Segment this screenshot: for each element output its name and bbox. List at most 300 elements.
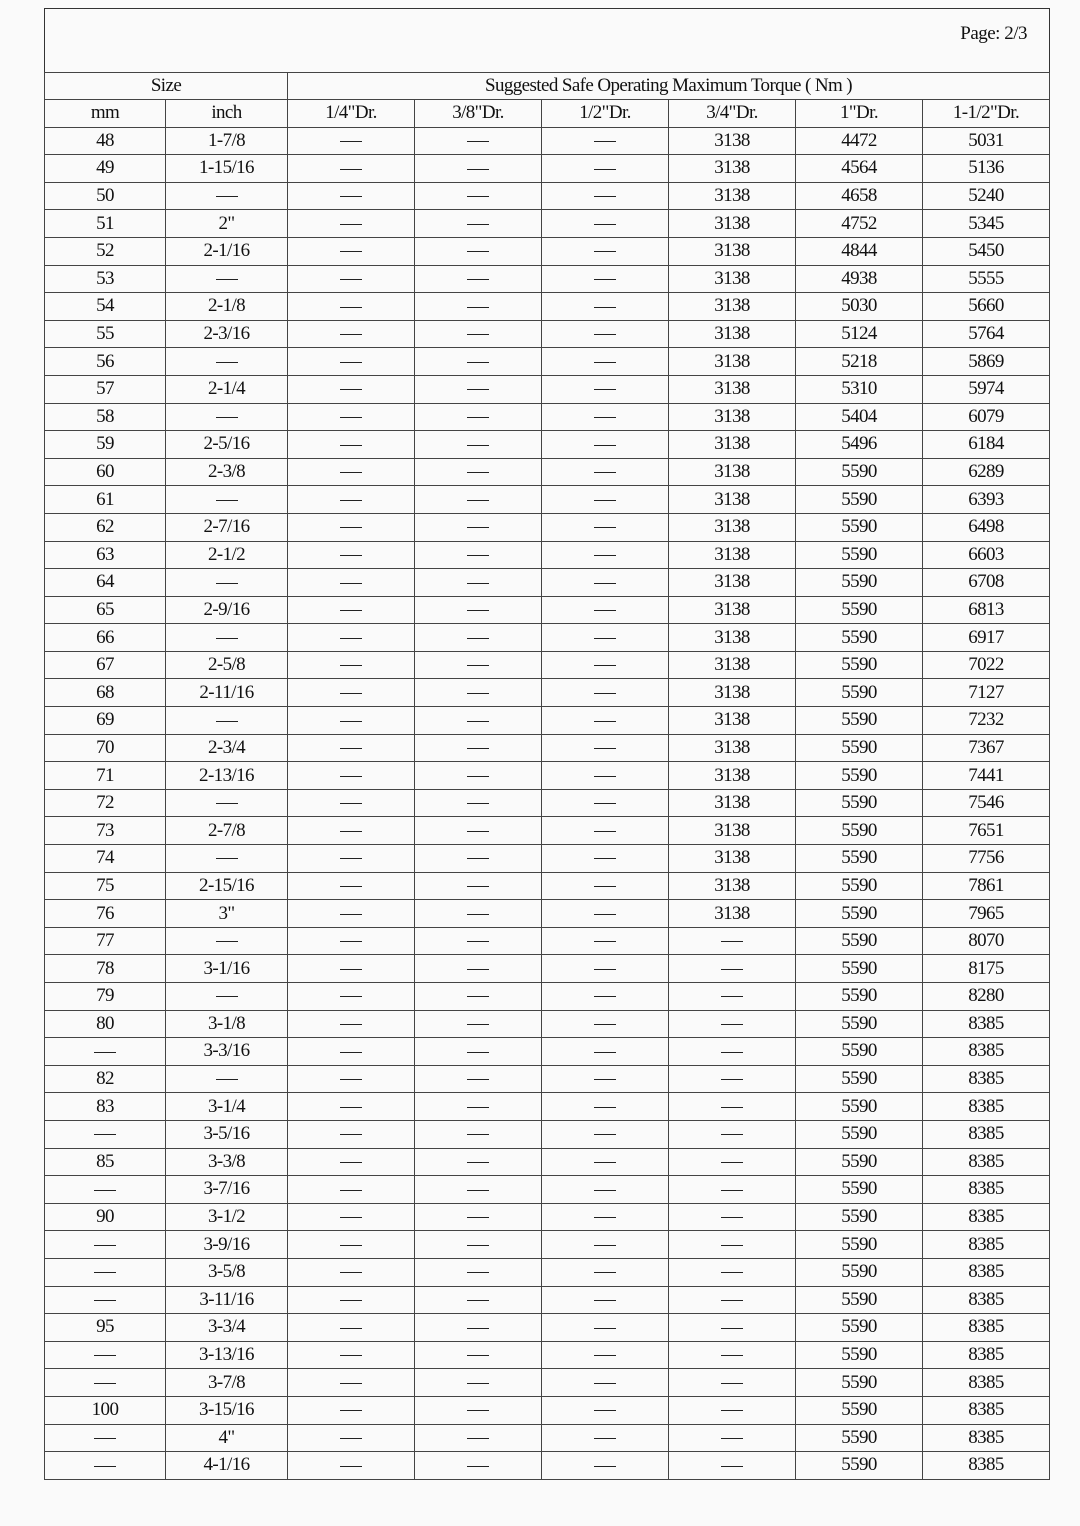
one-inch-drive-header: 1"Dr. [796, 100, 923, 128]
table-row [45, 679, 1050, 707]
table-cell: 5590 [796, 1341, 923, 1369]
dash-cell [542, 1231, 669, 1259]
table-cell: 8385 [923, 1038, 1050, 1066]
table-row [45, 983, 1050, 1011]
table-cell: 48 [45, 127, 166, 155]
dash-cell [542, 900, 669, 928]
three-eighths-drive-header: 3/8"Dr. [415, 100, 542, 128]
table-cell: 8175 [923, 955, 1050, 983]
table-cell: 62 [45, 513, 166, 541]
table-cell: 5590 [796, 1065, 923, 1093]
table-row [45, 486, 1050, 514]
dash-cell [288, 1010, 415, 1038]
dash-mark [467, 638, 489, 639]
table-cell: 100 [45, 1396, 166, 1424]
dash-mark [467, 748, 489, 749]
dash-cell [288, 375, 415, 403]
dash-cell [542, 927, 669, 955]
dash-mark [340, 1024, 362, 1025]
dash-cell [669, 1148, 796, 1176]
table-cell: 5590 [796, 596, 923, 624]
dash-mark [467, 1383, 489, 1384]
dash-cell [166, 845, 288, 873]
dash-cell [669, 1452, 796, 1480]
dash-mark [94, 1383, 116, 1384]
table-cell: 6917 [923, 624, 1050, 652]
dash-cell [166, 707, 288, 735]
dash-mark [340, 445, 362, 446]
dash-mark [467, 196, 489, 197]
dash-mark [594, 1134, 616, 1135]
table-row [45, 1258, 1050, 1286]
dash-cell [542, 1369, 669, 1397]
dash-cell [288, 486, 415, 514]
dash-mark [721, 1134, 743, 1135]
dash-cell [166, 983, 288, 1011]
dash-cell [415, 983, 542, 1011]
table-cell: 5590 [796, 1286, 923, 1314]
table-cell: 1-15/16 [166, 155, 288, 183]
dash-mark [594, 1162, 616, 1163]
table-cell: 2-3/16 [166, 320, 288, 348]
table-cell: 8385 [923, 1341, 1050, 1369]
dash-cell [542, 1120, 669, 1148]
dash-mark [594, 500, 616, 501]
table-cell: 6708 [923, 569, 1050, 597]
dash-cell [415, 596, 542, 624]
table-row [45, 127, 1050, 155]
dash-cell [415, 1424, 542, 1452]
dash-cell [288, 320, 415, 348]
dash-cell [288, 1452, 415, 1480]
header-group-row [45, 73, 1050, 100]
dash-mark [594, 1328, 616, 1329]
dash-cell [669, 1314, 796, 1342]
dash-mark [594, 693, 616, 694]
dash-mark [594, 1466, 616, 1467]
dash-mark [467, 693, 489, 694]
dash-cell [542, 127, 669, 155]
table-cell: 3138 [669, 237, 796, 265]
table-cell: 2-9/16 [166, 596, 288, 624]
table-cell: 3-9/16 [166, 1231, 288, 1259]
dash-mark [467, 472, 489, 473]
table-cell: 3138 [669, 348, 796, 376]
table-cell: 3138 [669, 513, 796, 541]
table-cell: 76 [45, 900, 166, 928]
table-cell: 5590 [796, 1369, 923, 1397]
dash-cell [45, 1120, 166, 1148]
table-row [45, 927, 1050, 955]
dash-mark [216, 500, 238, 501]
dash-cell [288, 955, 415, 983]
dash-mark [216, 1079, 238, 1080]
dash-cell [45, 1231, 166, 1259]
dash-cell [45, 1286, 166, 1314]
dash-mark [467, 334, 489, 335]
dash-cell [415, 624, 542, 652]
dash-mark [467, 1024, 489, 1025]
dash-mark [94, 1355, 116, 1356]
dash-cell [415, 1148, 542, 1176]
table-cell: 66 [45, 624, 166, 652]
dash-mark [594, 1410, 616, 1411]
table-cell: 59 [45, 431, 166, 459]
table-cell: 1-7/8 [166, 127, 288, 155]
table-cell: 8385 [923, 1010, 1050, 1038]
table-cell: 3-3/8 [166, 1148, 288, 1176]
dash-mark [94, 1466, 116, 1467]
dash-mark [216, 583, 238, 584]
table-row [45, 1120, 1050, 1148]
dash-mark [467, 803, 489, 804]
table-row [45, 1369, 1050, 1397]
dash-cell [542, 237, 669, 265]
table-cell: 79 [45, 983, 166, 1011]
table-cell: 3-7/8 [166, 1369, 288, 1397]
table-cell: 65 [45, 596, 166, 624]
dash-mark [340, 610, 362, 611]
dash-mark [721, 1107, 743, 1108]
dash-mark [467, 610, 489, 611]
dash-mark [594, 196, 616, 197]
dash-mark [216, 638, 238, 639]
table-cell: 8385 [923, 1148, 1050, 1176]
dash-cell [542, 1396, 669, 1424]
table-cell: 3138 [669, 486, 796, 514]
table-cell: 3138 [669, 845, 796, 873]
dash-cell [288, 927, 415, 955]
table-cell: 5590 [796, 541, 923, 569]
dash-mark [467, 1466, 489, 1467]
dash-cell [288, 348, 415, 376]
table-cell: 90 [45, 1203, 166, 1231]
table-cell: 71 [45, 762, 166, 790]
dash-mark [594, 445, 616, 446]
table-cell: 8385 [923, 1176, 1050, 1204]
table-cell: 4472 [796, 127, 923, 155]
table-row [45, 569, 1050, 597]
dash-cell [415, 1396, 542, 1424]
table-cell: 5590 [796, 1093, 923, 1121]
dash-mark [340, 1466, 362, 1467]
table-cell: 2-13/16 [166, 762, 288, 790]
dash-mark [594, 555, 616, 556]
table-cell: 6289 [923, 458, 1050, 486]
dash-mark [721, 1300, 743, 1301]
table-row [45, 265, 1050, 293]
dash-mark [216, 858, 238, 859]
table-row [45, 1314, 1050, 1342]
dash-cell [166, 403, 288, 431]
table-cell: 73 [45, 817, 166, 845]
dash-cell [415, 1065, 542, 1093]
dash-cell [542, 293, 669, 321]
dash-mark [340, 169, 362, 170]
table-cell: 2-5/16 [166, 431, 288, 459]
dash-mark [594, 638, 616, 639]
table-cell: 5590 [796, 789, 923, 817]
dash-cell [542, 1286, 669, 1314]
dash-mark [340, 500, 362, 501]
table-row [45, 1038, 1050, 1066]
dash-cell [415, 182, 542, 210]
dash-mark [467, 1162, 489, 1163]
table-cell: 5590 [796, 1120, 923, 1148]
table-row [45, 789, 1050, 817]
dash-cell [669, 1396, 796, 1424]
table-row [45, 734, 1050, 762]
dash-cell [288, 458, 415, 486]
table-cell: 8385 [923, 1452, 1050, 1480]
dash-cell [288, 431, 415, 459]
dash-mark [340, 803, 362, 804]
dash-mark [340, 1134, 362, 1135]
dash-cell [166, 182, 288, 210]
size-header: Size [45, 73, 288, 100]
table-cell: 3" [166, 900, 288, 928]
page-number: Page: 2/3 [960, 23, 1027, 44]
table-row [45, 431, 1050, 459]
table-cell: 4564 [796, 155, 923, 183]
dash-cell [542, 569, 669, 597]
dash-mark [340, 362, 362, 363]
inch-column-header: inch [166, 100, 288, 128]
dash-cell [669, 1369, 796, 1397]
dash-cell [288, 817, 415, 845]
dash-mark [340, 969, 362, 970]
dash-mark [594, 886, 616, 887]
dash-cell [288, 900, 415, 928]
dash-cell [542, 1176, 669, 1204]
table-row [45, 513, 1050, 541]
dash-mark [467, 527, 489, 528]
dash-cell [669, 1176, 796, 1204]
table-row [45, 348, 1050, 376]
dash-cell [669, 1065, 796, 1093]
dash-cell [415, 486, 542, 514]
dash-cell [288, 983, 415, 1011]
dash-cell [288, 651, 415, 679]
dash-cell [288, 1231, 415, 1259]
table-cell: 8385 [923, 1120, 1050, 1148]
table-cell: 5450 [923, 237, 1050, 265]
table-row [45, 845, 1050, 873]
dash-cell [288, 403, 415, 431]
dash-cell [415, 1341, 542, 1369]
dash-cell [542, 375, 669, 403]
table-row [45, 403, 1050, 431]
dash-cell [542, 458, 669, 486]
dash-mark [340, 638, 362, 639]
table-row [45, 182, 1050, 210]
table-row [45, 596, 1050, 624]
dash-cell [542, 403, 669, 431]
table-cell: 3138 [669, 265, 796, 293]
dash-cell [288, 1093, 415, 1121]
dash-cell [288, 1065, 415, 1093]
dash-cell [542, 762, 669, 790]
dash-mark [467, 1355, 489, 1356]
table-cell: 3138 [669, 569, 796, 597]
dash-mark [467, 665, 489, 666]
table-cell: 5590 [796, 955, 923, 983]
dash-mark [594, 251, 616, 252]
table-cell: 7127 [923, 679, 1050, 707]
table-cell: 5590 [796, 1010, 923, 1038]
dash-mark [340, 279, 362, 280]
dash-cell [669, 955, 796, 983]
table-body [45, 127, 1050, 1479]
dash-mark [340, 1079, 362, 1080]
dash-cell [542, 1258, 669, 1286]
dash-mark [721, 1052, 743, 1053]
table-cell: 3138 [669, 403, 796, 431]
table-row [45, 1396, 1050, 1424]
dash-mark [94, 1438, 116, 1439]
dash-cell [669, 1093, 796, 1121]
dash-cell [415, 1452, 542, 1480]
table-cell: 5590 [796, 707, 923, 735]
dash-mark [467, 583, 489, 584]
table-cell: 5590 [796, 845, 923, 873]
dash-mark [467, 279, 489, 280]
dash-cell [288, 707, 415, 735]
table-cell: 8385 [923, 1065, 1050, 1093]
dash-cell [288, 569, 415, 597]
table-cell: 6498 [923, 513, 1050, 541]
dash-mark [340, 251, 362, 252]
dash-cell [415, 293, 542, 321]
dash-cell [542, 679, 669, 707]
table-cell: 56 [45, 348, 166, 376]
quarter-drive-header: 1/4"Dr. [288, 100, 415, 128]
table-cell: 5218 [796, 348, 923, 376]
dash-cell [415, 320, 542, 348]
dash-cell [542, 789, 669, 817]
table-cell: 3138 [669, 320, 796, 348]
dash-mark [467, 445, 489, 446]
dash-cell [288, 679, 415, 707]
table-cell: 67 [45, 651, 166, 679]
dash-cell [542, 541, 669, 569]
table-cell: 5590 [796, 734, 923, 762]
dash-cell [288, 596, 415, 624]
dash-cell [669, 1258, 796, 1286]
dash-cell [542, 513, 669, 541]
dash-mark [721, 969, 743, 970]
table-cell: 5310 [796, 375, 923, 403]
table-cell: 5764 [923, 320, 1050, 348]
table-cell: 5590 [796, 1038, 923, 1066]
dash-cell [542, 431, 669, 459]
dash-cell [415, 1120, 542, 1148]
dash-cell [166, 265, 288, 293]
dash-cell [415, 1203, 542, 1231]
table-cell: 2-11/16 [166, 679, 288, 707]
dash-mark [467, 914, 489, 915]
dash-cell [166, 486, 288, 514]
dash-mark [216, 721, 238, 722]
table-cell: 5590 [796, 762, 923, 790]
table-cell: 63 [45, 541, 166, 569]
table-cell: 5590 [796, 679, 923, 707]
dash-cell [415, 1314, 542, 1342]
dash-mark [467, 1134, 489, 1135]
table-cell: 6079 [923, 403, 1050, 431]
table-cell: 5590 [796, 1231, 923, 1259]
table-cell: 2-1/16 [166, 237, 288, 265]
table-cell: 8385 [923, 1258, 1050, 1286]
table-cell: 6184 [923, 431, 1050, 459]
one-and-half-drive-header: 1-1/2"Dr. [923, 100, 1050, 128]
dash-mark [594, 1190, 616, 1191]
dash-mark [340, 196, 362, 197]
table-row [45, 458, 1050, 486]
dash-mark [340, 996, 362, 997]
dash-cell [45, 1369, 166, 1397]
dash-mark [340, 307, 362, 308]
dash-cell [669, 1010, 796, 1038]
dash-cell [542, 1341, 669, 1369]
table-cell: 83 [45, 1093, 166, 1121]
dash-mark [721, 1079, 743, 1080]
dash-mark [594, 472, 616, 473]
dash-cell [45, 1341, 166, 1369]
table-cell: 5590 [796, 1176, 923, 1204]
table-cell: 3138 [669, 182, 796, 210]
table-cell: 4752 [796, 210, 923, 238]
dash-mark [467, 1079, 489, 1080]
table-cell: 7232 [923, 707, 1050, 735]
table-row [45, 375, 1050, 403]
dash-cell [415, 513, 542, 541]
dash-mark [594, 776, 616, 777]
table-cell: 5590 [796, 1203, 923, 1231]
dash-cell [669, 1424, 796, 1452]
dash-mark [721, 941, 743, 942]
dash-cell [415, 569, 542, 597]
table-row [45, 1341, 1050, 1369]
table-cell: 78 [45, 955, 166, 983]
table-cell: 82 [45, 1065, 166, 1093]
table-cell: 3-3/16 [166, 1038, 288, 1066]
dash-mark [467, 1190, 489, 1191]
table-cell: 3138 [669, 127, 796, 155]
table-cell: 5590 [796, 569, 923, 597]
table-cell: 8385 [923, 1314, 1050, 1342]
table-cell: 2-3/4 [166, 734, 288, 762]
dash-mark [467, 1245, 489, 1246]
dash-mark [216, 196, 238, 197]
dash-cell [288, 1203, 415, 1231]
dash-mark [467, 1052, 489, 1053]
dash-cell [45, 1424, 166, 1452]
dash-cell [288, 127, 415, 155]
table-cell: 58 [45, 403, 166, 431]
dash-mark [594, 307, 616, 308]
table-cell: 4844 [796, 237, 923, 265]
table-cell: 3138 [669, 458, 796, 486]
table-cell: 3138 [669, 762, 796, 790]
dash-cell [542, 817, 669, 845]
dash-mark [467, 858, 489, 859]
dash-mark [467, 1300, 489, 1301]
dash-mark [594, 527, 616, 528]
dash-cell [542, 1093, 669, 1121]
table-cell: 3138 [669, 541, 796, 569]
table-cell: 5496 [796, 431, 923, 459]
